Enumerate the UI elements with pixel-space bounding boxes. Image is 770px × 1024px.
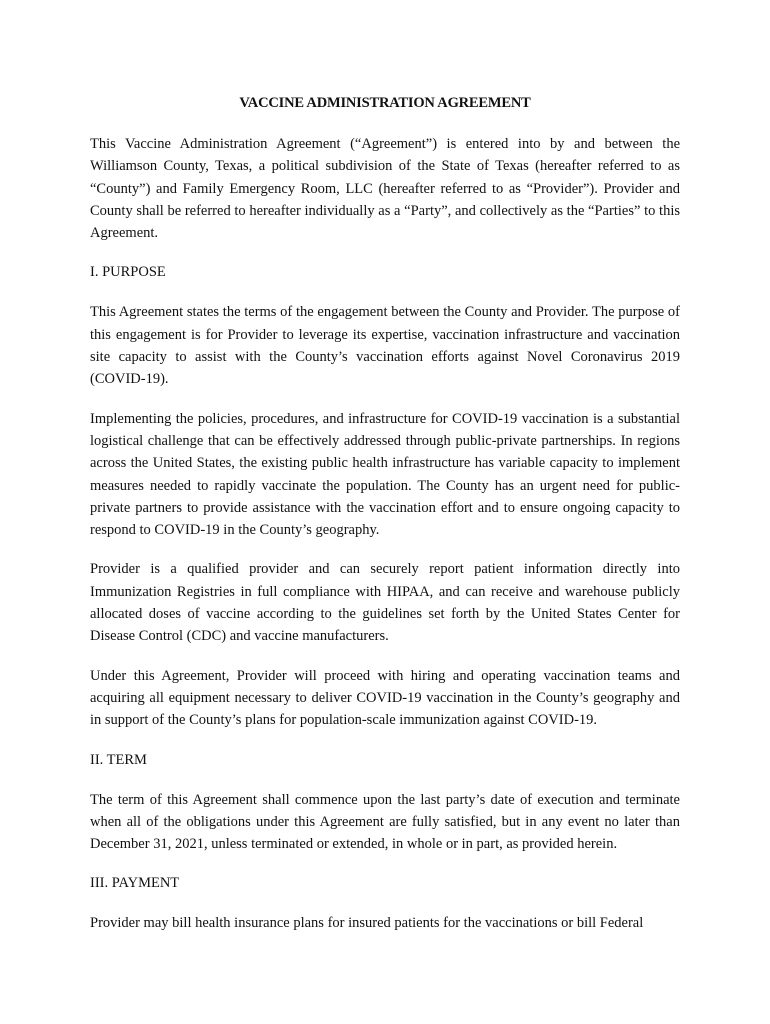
section-heading-payment: III. PAYMENT: [90, 875, 180, 892]
purpose-paragraph-3: Provider is a qualified provider and can securely report patient information directly into Immunization Registries in full compliance with HIPAA, and can receive and warehouse publicly allocated doses of vaccine according to the guidelines set forth by the United States Center for Disease Control (CDC) and vaccine manufacturers.: [90, 561, 680, 645]
purpose-paragraph-2: Implementing the policies, procedures, and infrastructure for COVID-19 vaccination is a substantial logistical challenge that can be effectively addressed through public-private partnerships. In regions across the United States, the existing public health infrastructure has variable capacity to implement measures needed to rapidly vaccinate the population. The County has an urgent need for public-private partners to provide assistance with the vaccination effort and to ensure ongoing capacity to respond to COVID-19 in the County’s geography.: [90, 410, 680, 539]
payment-paragraph: Provider may bill health insurance plans for insured patients for the vaccinations or bill Federal: [90, 915, 644, 932]
section-heading-term: II. TERM: [90, 751, 147, 768]
document-body: [90, 93, 680, 952]
document-title: VACCINE ADMINISTRATION AGREEMENT: [239, 95, 531, 111]
intro-paragraph: This Vaccine Administration Agreement (“Agreement”) is entered into by and between the Williamson County, Texas, a political subdivision of the State of Texas (hereafter referred to as “County”) and Family Emergency Room, LLC (hereafter referred to as “Provider”). Provider and County shall be referred to hereafter individually as a “Party”, and collectively as the “Parties” to this Agreement.: [90, 136, 680, 242]
purpose-paragraph-1: This Agreement states the terms of the engagement between the County and Provider. The purpose of this engagement is for Provider to leverage its expertise, vaccination infrastructure and vaccination site capacity to assist with the County’s vaccination efforts against Novel Coronavirus 2019 (COVID-19).: [90, 304, 680, 388]
purpose-paragraph-4: Under this Agreement, Provider will proceed with hiring and operating vaccination teams and acquiring all equipment necessary to deliver COVID-19 vaccination in the County’s geography and in support of the County’s plans for population-scale immunization against COVID-19.: [90, 667, 680, 729]
section-heading-purpose: I. PURPOSE: [90, 264, 166, 281]
term-paragraph: The term of this Agreement shall commence upon the last party’s date of execution and terminate when all of the obligations under this Agreement are fully satisfied, but in any event no later than December 31, 2021, unless terminated or extended, in whole or in part, as provided herein.: [90, 791, 680, 853]
